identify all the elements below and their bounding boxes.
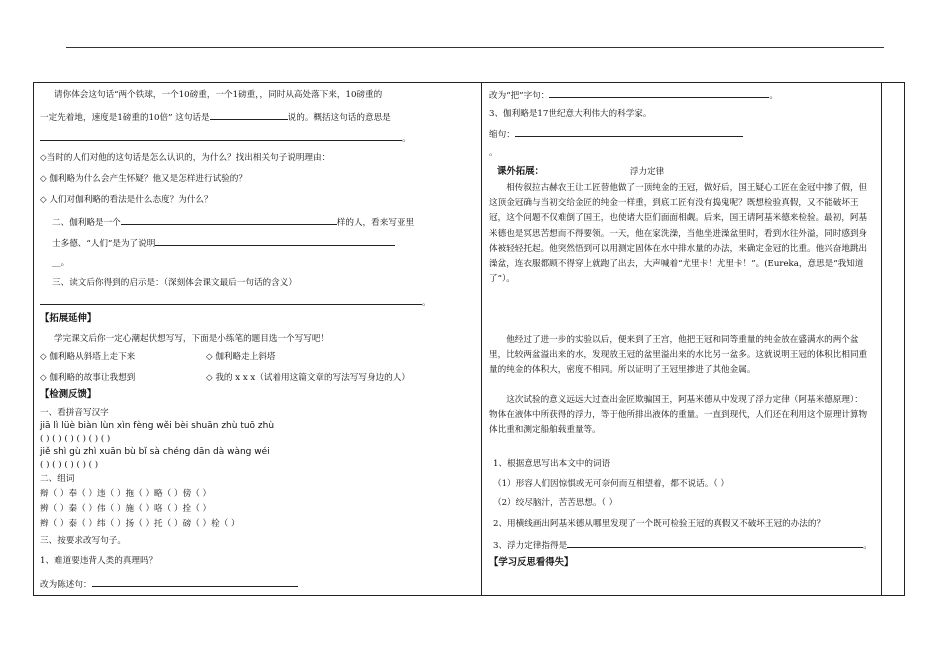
header-rule	[66, 47, 884, 48]
answer-blank[interactable]	[549, 88, 769, 98]
answer-blank[interactable]	[155, 236, 395, 246]
reading-paragraph-3: 这次试验的意义远远大过查出金匠欺骗国王，阿基米德从中发现了浮力定律（阿基米德原理）：物体在液体中所获得的浮力，等于他所排出液体的重量。一直到现代，人们还在利用这个原理计算物体比重和测定船舶载重量等。	[489, 395, 868, 436]
right-line-3-label: 缩句：	[489, 130, 515, 140]
right-line-1-label: 改为“把”字句：	[489, 91, 550, 101]
reading-paragraph-2: 他经过了进一步的实验以后，便来到了王宫，他把王冠和同等重量的纯金放在盛满水的两个盆里，比较两盆溢出来的水，发现放王冠的盆里溢出来的水比另一盆多。这就说明王冠的体积比相同重量的纯金的体积大，密度不相同。所以证明了王冠里掺进了其他金属。	[489, 335, 868, 376]
question-5	[52, 236, 395, 250]
task-5	[40, 577, 298, 591]
question-4	[52, 215, 414, 229]
word-row-3: 辫（ ）泰（ ）纬（ ）扬（ ）托（ ）磅（ ）栓（ ）	[40, 519, 240, 529]
extension-reading-title: 浮力定律	[629, 167, 665, 177]
column-divider-right	[881, 83, 882, 595]
bracket-row-1: ( ) ( ) ( ) ( ) ( ) ( )	[40, 434, 111, 444]
right-line-2: 3、伽利略是17世纪意大利伟大的科学家。	[489, 109, 652, 119]
left-line-1: 请你体会这句话“两个铁球，一个10磅重，一个1磅重，，同时从高处落下来，10磅重的	[54, 90, 383, 100]
task-2-title: 二、组词	[40, 474, 75, 484]
question-8	[40, 295, 431, 309]
left-line-2-tail: 说的。概括这句话的意思是	[287, 113, 391, 123]
section-reflection: 【学习反思看得失】	[489, 557, 574, 568]
column-divider	[481, 83, 482, 595]
period: 。	[769, 91, 778, 101]
section-feedback: 【检测反馈】	[40, 389, 97, 400]
answer-blank[interactable]	[92, 577, 298, 587]
question-1: ◇当时的人们对他的这句话是怎么认识的，为什么？找出相关句子说明理由：	[40, 153, 331, 163]
question-5-text: 士多德、“人们”是为了说明	[52, 239, 156, 249]
worksheet-table	[33, 82, 905, 596]
period: 。	[422, 298, 431, 308]
section-extension: 【拓展延伸】	[40, 313, 97, 324]
answer-blank[interactable]	[567, 538, 863, 548]
left-line-2	[40, 110, 391, 124]
question-3: ◇ 人们对伽利略的看法是什么态度？为什么？	[40, 195, 213, 205]
extension-option-1: ◇ 伽利略从斜塔上走下来	[40, 352, 136, 362]
extension-reading-header	[497, 166, 664, 178]
pinyin-row-2: jiě shì gù zhì xuān bù bǐ sà chéng dān dà wàng wéi	[40, 447, 270, 457]
task-5-label: 改为陈述句：	[40, 580, 92, 590]
answer-blank[interactable]	[40, 295, 422, 305]
right-line-3	[489, 127, 743, 141]
pinyin-row-1: jiā lì lüè biàn lùn xìn fèng wěi bèi shuān zhù tuō zhù	[40, 421, 275, 431]
right-line-4: 。	[489, 148, 498, 158]
task-4: 1、难道要违背人类的真理吗？	[40, 556, 158, 566]
question-4-text: 二、伽利略是一个	[52, 218, 121, 228]
reading-question-2: 2、用横线画出阿基米德从哪里发现了一个既可检验王冠的真假又不破坏王冠的办法的？	[493, 519, 826, 529]
word-row-1: 辩（ ）奉（ ）违（ ）拖（ ）略（ ）傍（ ）	[40, 489, 212, 499]
question-6: __。	[52, 258, 70, 268]
question-2: ◇ 伽利略为什么会产生怀疑？他又是怎样进行试验的？	[40, 174, 247, 184]
reading-question-1: 1、根据意思写出本文中的词语	[493, 459, 611, 469]
bracket-row-2: ( ) ( ) ( ) ( ) ( )	[40, 460, 99, 470]
task-3-title: 三、按要求改写句子。	[40, 536, 126, 546]
reading-paragraph-1: 相传叙拉古赫农王让工匠替他做了一顶纯金的王冠，做好后，国王疑心工匠在金冠中掺了假，但这顶金冠确与当初交给金匠的纯金一样重，到底工匠有没有捣鬼呢？既想检验真假，又不能破坏王冠，这个问题不仅难倒了国王，也使诸大臣们面面相觑。后来，国王请阿基米德来检验。最初，阿基米德也是冥思苦想而不得要领。一天，他在家洗澡，当他坐进澡盆里时，看到水往外溢，同时感到身体被轻轻托起。他突然悟到可以用测定固体在水中排水量的办法，来确定金冠的比重。他兴奋地跳出澡盆，连衣服都顾不得穿上就跑了出去，大声喊着“尤里卡！尤里卡！”。(Eureka，意思是“我知道了”）。	[489, 183, 868, 285]
left-line-2-text: 一定先着地，速度是1磅重的10倍” 这句话是	[40, 113, 210, 123]
answer-blank[interactable]	[515, 127, 743, 137]
task-1-title: 一、看拼音写汉字	[40, 408, 109, 418]
period: 。	[863, 541, 872, 551]
reading-question-1b: （2）绞尽脑汁，苦苦思想。（ ）	[493, 498, 618, 508]
extension-option-4: ◇ 我的 x x x（试着用这篇文章的写法写写身边的人）	[206, 373, 410, 383]
reading-question-1a: （1）形容人们因惊惧或无可奈何而互相望着，都不说话。（ ）	[493, 479, 729, 489]
reading-question-3	[493, 538, 872, 552]
answer-blank[interactable]	[121, 215, 337, 225]
word-row-2: 辨（ ）秦（ ）伟（ ）施（ ）咯（ ）拴（ ）	[40, 504, 212, 514]
question-4-tail: 样的人，看来写亚里	[336, 218, 415, 228]
period: 。	[402, 134, 411, 144]
answer-blank[interactable]	[210, 110, 288, 120]
reading-question-3-label: 3、浮力定律指得是	[493, 541, 568, 551]
left-line-3	[40, 131, 411, 145]
extension-reading-label: 课外拓展：	[497, 166, 544, 177]
extension-intro: 学完课文后你一定心潮起伏想写写，下面是小练笔的题目选一个写写吧！	[54, 334, 330, 344]
extension-option-2: ◇ 伽利略走上斜塔	[206, 352, 276, 362]
answer-blank[interactable]	[40, 131, 402, 141]
extension-option-3: ◇ 伽利略的故事让我想到	[40, 373, 136, 383]
right-line-1	[489, 88, 778, 102]
question-7: 三、读文后你得到的启示是：（深刻体会课文最后一句话的含义）	[52, 278, 297, 288]
